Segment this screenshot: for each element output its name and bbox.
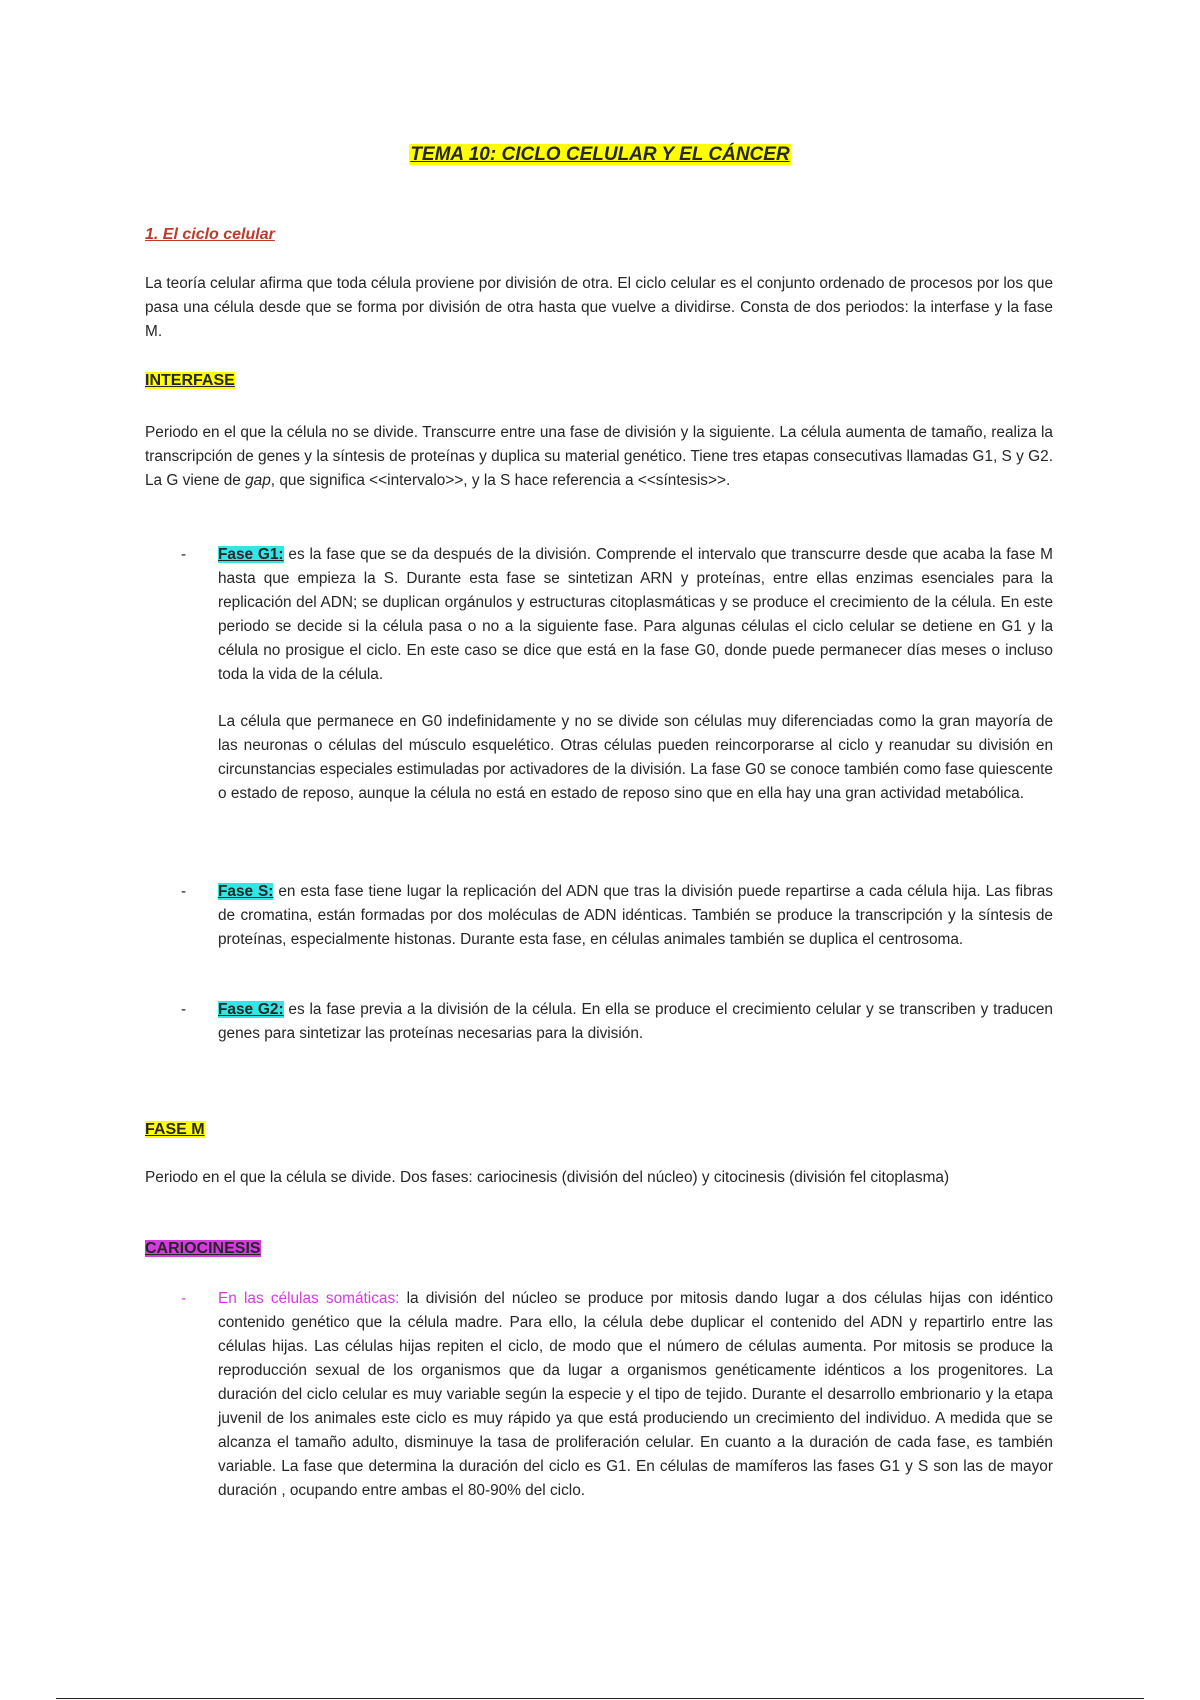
bullet-dash: -: [181, 1290, 187, 1307]
list-item-fase-s: [145, 880, 1053, 952]
list-item-fase-g2: [145, 998, 1053, 1046]
list-item-fase-g1: [145, 543, 1053, 687]
heading-interfase: INTERFASE: [145, 372, 235, 389]
heading-fase-m: FASE M: [145, 1121, 205, 1138]
fase-m-paragraph: Periodo en el que la célula se divide. Dos fases: cariocinesis (división del núcleo) y citocinesis (división fel citoplasma): [145, 1169, 950, 1186]
fase-g1-text: Fase G1: es la fase que se da después de la división. Comprende el intervalo que transcurre desde que acaba la fase M hasta que empieza la S. Durante esta fase se sintetizan ARN y proteínas, entre ellas enzimas esenciales para la replicación del ADN; se duplican orgánulos y estructuras citoplasmáticas y se produce el crecimiento de la célula. En este periodo se decide si la célula pasa o no a la siguiente fase. Para algunas células el ciclo celular se detiene en G1 y la célula no prosigue el ciclo. En este caso se dice que está en la fase G0, donde puede permanecer días meses o incluso toda la vida de la célula.: [218, 546, 1053, 683]
celulas-somaticas-text: En las células somáticas: la división del núcleo se produce por mitosis dando lugar a dos células hijas con idéntico contenido genético que la célula madre. Para ello, la célula debe duplicar el contenido del ADN y repartirlo entre las células hijas. Las células hijas repiten el ciclo, de modo que el número de células aumenta. Por mitosis se produce la reproducción sexual de los organismos que da lugar a organismos genéticamente idénticos a los progenitores. La duración del ciclo celular es muy variable según la especie y el tipo de tejido. Durante el desarrollo embrionario y la etapa juvenil de los animales este ciclo es muy rápido ya que está produciendo un crecimiento del individuo. A medida que se alcanza el tamaño adulto, disminuye la tasa de proliferación celular. En cuanto a la duración de cada fase, es también variable. La fase que determina la duración del ciclo es G1. En células de mamíferos las fases G1 y S son las de mayor duración , ocupando entre ambas el 80-90% del ciclo.: [218, 1290, 1054, 1499]
page-divider: [56, 1698, 1144, 1699]
bullet-dash: -: [181, 883, 187, 900]
fase-g2-text: Fase G2: es la fase previa a la división de la célula. En ella se produce el crecimiento celular y se transcriben y traducen genes para sintetizar las proteínas necesarias para la división.: [218, 1001, 1053, 1042]
interfase-paragraph: Periodo en el que la célula no se divide. Transcurre entre una fase de división y la siguiente. La célula aumenta de tamaño, realiza la transcripción de genes y la síntesis de proteínas y duplica su material genético. Tiene tres etapas consecutivas llamadas G1, S y G2. La G viene de gap, que significa <<intervalo>>, y la S hace referencia a <<síntesis>>.: [145, 424, 1053, 489]
section-title-ciclo-celular: 1. El ciclo celular: [145, 226, 275, 243]
label-fase-g2: Fase G2:: [218, 1001, 284, 1018]
list-item-celulas-somaticas: [145, 1287, 1053, 1503]
fase-g0-paragraph: La célula que permanece en G0 indefinidamente y no se divide son células muy diferenciadas como la gran mayoría de las neuronas o células del músculo esquelético. Otras células pueden reincorporarse al ciclo y reanudar su división en circunstancias especiales estimuladas por activadores de la división. La fase G0 se conoce también como fase quiescente o estado de reposo, aunque la célula no está en estado de reposo sino que en ella hay una gran actividad metabólica.: [218, 713, 1053, 802]
intro-paragraph: La teoría celular afirma que toda célula proviene por división de otra. El ciclo celular es el conjunto ordenado de procesos por los que pasa una célula desde que se forma por división de otra hasta que vuelve a dividirse. Consta de dos periodos: la interfase y la fase M.: [145, 275, 1053, 340]
label-celulas-somaticas: En las células somáticas:: [218, 1290, 400, 1307]
document-title: TEMA 10: CICLO CELULAR Y EL CÁNCER: [410, 144, 790, 165]
label-fase-g1: Fase G1:: [218, 546, 284, 563]
bullet-dash: -: [181, 546, 187, 563]
heading-cariocinesis: CARIOCINESIS: [145, 1240, 261, 1257]
label-fase-s: Fase S:: [218, 883, 274, 900]
fase-s-text: Fase S: en esta fase tiene lugar la replicación del ADN que tras la división puede repartirse a cada célula hija. Las fibras de cromatina, están formadas por dos moléculas de ADN idénticas. También se produce la transcripción y la síntesis de proteínas, especialmente histonas. Durante esta fase, en células animales también se duplica el centrosoma.: [218, 883, 1054, 948]
bullet-dash: -: [181, 1001, 187, 1018]
